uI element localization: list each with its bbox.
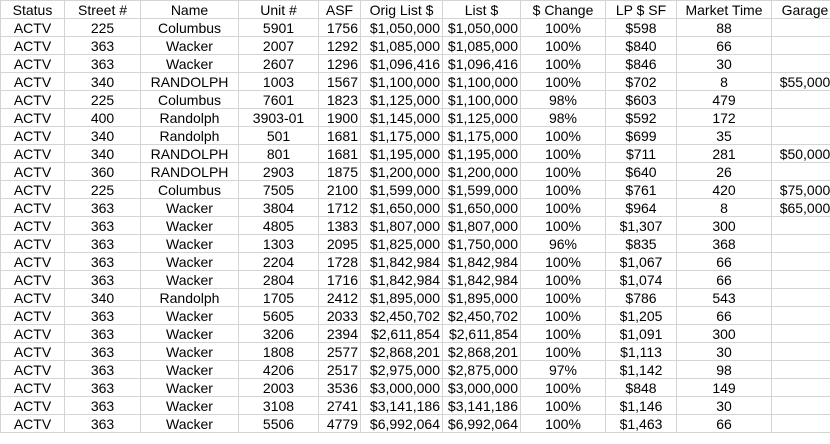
cell-garage[interactable] — [772, 127, 830, 145]
cell-orig-list-price[interactable]: $1,050,000 — [361, 19, 443, 37]
cell-status[interactable]: ACTV — [1, 55, 65, 73]
cell-asf[interactable]: 2741 — [319, 397, 361, 415]
table-row — [1, 397, 830, 415]
cell-status[interactable]: ACTV — [1, 181, 65, 199]
cell-price-change[interactable]: 100% — [521, 37, 606, 55]
cell-name[interactable]: Wacker — [141, 55, 239, 73]
cell-lp-per-sf[interactable]: $761 — [606, 181, 677, 199]
cell-market-time[interactable]: 172 — [677, 109, 772, 127]
cell-name[interactable]: Wacker — [141, 235, 239, 253]
cell-asf[interactable]: 1296 — [319, 55, 361, 73]
header-list-price[interactable]: List $ — [443, 1, 521, 19]
cell-orig-list-price[interactable]: $1,085,000 — [361, 37, 443, 55]
cell-name[interactable]: RANDOLPH — [141, 163, 239, 181]
cell-status[interactable]: ACTV — [1, 235, 65, 253]
cell-price-change[interactable]: 100% — [521, 397, 606, 415]
cell-orig-list-price[interactable]: $3,000,000 — [361, 379, 443, 397]
table-row — [1, 217, 830, 235]
cell-unit-number[interactable]: 4206 — [239, 361, 319, 379]
table-row — [1, 145, 830, 163]
table-row — [1, 379, 830, 397]
table-row — [1, 199, 830, 217]
cell-lp-per-sf[interactable]: $840 — [606, 37, 677, 55]
cell-name[interactable]: Wacker — [141, 343, 239, 361]
cell-list-price[interactable]: $1,650,000 — [443, 199, 521, 217]
cell-market-time[interactable]: 98 — [677, 361, 772, 379]
cell-market-time[interactable]: 300 — [677, 217, 772, 235]
cell-orig-list-price[interactable]: $1,599,000 — [361, 181, 443, 199]
cell-street-number[interactable]: 363 — [65, 415, 141, 433]
cell-unit-number[interactable]: 3108 — [239, 397, 319, 415]
cell-asf[interactable]: 2033 — [319, 307, 361, 325]
cell-unit-number[interactable]: 3903-01 — [239, 109, 319, 127]
cell-orig-list-price[interactable]: $1,650,000 — [361, 199, 443, 217]
cell-list-price[interactable]: $1,842,984 — [443, 271, 521, 289]
cell-name[interactable]: Wacker — [141, 415, 239, 433]
cell-asf[interactable]: 1292 — [319, 37, 361, 55]
cell-name[interactable]: Wacker — [141, 379, 239, 397]
cell-lp-per-sf[interactable]: $1,205 — [606, 307, 677, 325]
header-garage[interactable]: Garage — [772, 1, 830, 19]
cell-name[interactable]: Wacker — [141, 361, 239, 379]
cell-street-number[interactable]: 363 — [65, 271, 141, 289]
cell-unit-number[interactable]: 2003 — [239, 379, 319, 397]
cell-lp-per-sf[interactable]: $1,146 — [606, 397, 677, 415]
cell-lp-per-sf[interactable]: $848 — [606, 379, 677, 397]
cell-unit-number[interactable]: 1808 — [239, 343, 319, 361]
cell-status[interactable]: ACTV — [1, 379, 65, 397]
cell-name[interactable]: Wacker — [141, 397, 239, 415]
cell-status[interactable]: ACTV — [1, 253, 65, 271]
cell-price-change[interactable]: 100% — [521, 127, 606, 145]
cell-market-time[interactable]: 88 — [677, 19, 772, 37]
cell-list-price[interactable]: $1,807,000 — [443, 217, 521, 235]
cell-status[interactable]: ACTV — [1, 325, 65, 343]
cell-lp-per-sf[interactable]: $702 — [606, 73, 677, 91]
cell-asf[interactable]: 1716 — [319, 271, 361, 289]
cell-asf[interactable]: 1681 — [319, 127, 361, 145]
cell-asf[interactable]: 1681 — [319, 145, 361, 163]
table-row — [1, 271, 830, 289]
cell-price-change[interactable]: 98% — [521, 109, 606, 127]
cell-garage[interactable] — [772, 397, 830, 415]
cell-unit-number[interactable]: 1303 — [239, 235, 319, 253]
cell-orig-list-price[interactable]: $2,868,201 — [361, 343, 443, 361]
cell-price-change[interactable]: 97% — [521, 361, 606, 379]
cell-orig-list-price[interactable]: $1,842,984 — [361, 253, 443, 271]
cell-street-number[interactable]: 363 — [65, 325, 141, 343]
cell-name[interactable]: Wacker — [141, 199, 239, 217]
cell-lp-per-sf[interactable]: $603 — [606, 91, 677, 109]
cell-street-number[interactable]: 360 — [65, 163, 141, 181]
cell-name[interactable]: Wacker — [141, 325, 239, 343]
cell-street-number[interactable]: 340 — [65, 145, 141, 163]
cell-garage[interactable] — [772, 343, 830, 361]
cell-name[interactable]: Wacker — [141, 307, 239, 325]
cell-name[interactable]: Columbus — [141, 91, 239, 109]
cell-lp-per-sf[interactable]: $1,113 — [606, 343, 677, 361]
cell-list-price[interactable]: $1,200,000 — [443, 163, 521, 181]
cell-list-price[interactable]: $1,842,984 — [443, 253, 521, 271]
cell-list-price[interactable]: $2,875,000 — [443, 361, 521, 379]
cell-unit-number[interactable]: 801 — [239, 145, 319, 163]
cell-unit-number[interactable]: 2804 — [239, 271, 319, 289]
header-unit-number[interactable]: Unit # — [239, 1, 319, 19]
cell-street-number[interactable]: 400 — [65, 109, 141, 127]
cell-asf[interactable]: 2095 — [319, 235, 361, 253]
cell-asf[interactable]: 2412 — [319, 289, 361, 307]
cell-price-change[interactable]: 100% — [521, 199, 606, 217]
cell-name[interactable]: Wacker — [141, 37, 239, 55]
cell-orig-list-price[interactable]: $2,975,000 — [361, 361, 443, 379]
cell-list-price[interactable]: $2,611,854 — [443, 325, 521, 343]
cell-garage[interactable] — [772, 253, 830, 271]
cell-market-time[interactable]: 300 — [677, 325, 772, 343]
cell-price-change[interactable]: 100% — [521, 217, 606, 235]
cell-asf[interactable]: 2517 — [319, 361, 361, 379]
cell-garage[interactable] — [772, 415, 830, 433]
cell-market-time[interactable]: 66 — [677, 37, 772, 55]
cell-market-time[interactable]: 35 — [677, 127, 772, 145]
table-row — [1, 235, 830, 253]
cell-street-number[interactable]: 225 — [65, 19, 141, 37]
cell-name[interactable]: RANDOLPH — [141, 145, 239, 163]
cell-lp-per-sf[interactable]: $1,142 — [606, 361, 677, 379]
cell-market-time[interactable]: 66 — [677, 307, 772, 325]
cell-status[interactable]: ACTV — [1, 217, 65, 235]
cell-orig-list-price[interactable]: $1,145,000 — [361, 109, 443, 127]
cell-unit-number[interactable]: 4805 — [239, 217, 319, 235]
cell-garage[interactable] — [772, 307, 830, 325]
cell-asf[interactable]: 1567 — [319, 73, 361, 91]
cell-street-number[interactable]: 363 — [65, 55, 141, 73]
cell-market-time[interactable]: 66 — [677, 415, 772, 433]
table-row — [1, 37, 830, 55]
cell-street-number[interactable]: 363 — [65, 379, 141, 397]
cell-garage[interactable] — [772, 271, 830, 289]
table-row — [1, 253, 830, 271]
cell-unit-number[interactable]: 501 — [239, 127, 319, 145]
cell-unit-number[interactable]: 1705 — [239, 289, 319, 307]
cell-lp-per-sf[interactable]: $640 — [606, 163, 677, 181]
cell-name[interactable]: Randolph — [141, 109, 239, 127]
cell-list-price[interactable]: $1,100,000 — [443, 91, 521, 109]
cell-unit-number[interactable]: 2903 — [239, 163, 319, 181]
table-row — [1, 91, 830, 109]
cell-status[interactable]: ACTV — [1, 307, 65, 325]
cell-orig-list-price[interactable]: $1,807,000 — [361, 217, 443, 235]
cell-lp-per-sf[interactable]: $598 — [606, 19, 677, 37]
cell-name[interactable]: Columbus — [141, 181, 239, 199]
cell-unit-number[interactable]: 2607 — [239, 55, 319, 73]
table-row — [1, 415, 830, 433]
cell-street-number[interactable]: 363 — [65, 361, 141, 379]
cell-orig-list-price[interactable]: $1,096,416 — [361, 55, 443, 73]
header-street-number[interactable]: Street # — [65, 1, 141, 19]
cell-price-change[interactable]: 96% — [521, 235, 606, 253]
cell-asf[interactable]: 1756 — [319, 19, 361, 37]
cell-asf[interactable]: 1383 — [319, 217, 361, 235]
cell-orig-list-price[interactable]: $6,992,064 — [361, 415, 443, 433]
cell-asf[interactable]: 1728 — [319, 253, 361, 271]
cell-garage[interactable] — [772, 361, 830, 379]
cell-name[interactable]: Columbus — [141, 19, 239, 37]
cell-asf[interactable]: 1823 — [319, 91, 361, 109]
table-row — [1, 289, 830, 307]
cell-list-price[interactable]: $2,868,201 — [443, 343, 521, 361]
cell-list-price[interactable]: $1,895,000 — [443, 289, 521, 307]
cell-market-time[interactable]: 66 — [677, 271, 772, 289]
cell-status[interactable]: ACTV — [1, 289, 65, 307]
cell-price-change[interactable]: 100% — [521, 271, 606, 289]
cell-orig-list-price[interactable]: $2,611,854 — [361, 325, 443, 343]
cell-status[interactable]: ACTV — [1, 361, 65, 379]
cell-orig-list-price[interactable]: $1,895,000 — [361, 289, 443, 307]
table-row — [1, 127, 830, 145]
cell-lp-per-sf[interactable]: $711 — [606, 145, 677, 163]
cell-name[interactable]: Randolph — [141, 289, 239, 307]
cell-unit-number[interactable]: 7601 — [239, 91, 319, 109]
cell-lp-per-sf[interactable]: $835 — [606, 235, 677, 253]
table-row — [1, 361, 830, 379]
cell-orig-list-price[interactable]: $1,842,984 — [361, 271, 443, 289]
cell-price-change[interactable]: 100% — [521, 181, 606, 199]
cell-orig-list-price[interactable]: $3,141,186 — [361, 397, 443, 415]
cell-garage[interactable] — [772, 37, 830, 55]
header-lp-per-sf[interactable]: LP $ SF — [606, 1, 677, 19]
cell-market-time[interactable]: 368 — [677, 235, 772, 253]
cell-street-number[interactable]: 363 — [65, 253, 141, 271]
cell-status[interactable]: ACTV — [1, 109, 65, 127]
cell-garage[interactable] — [772, 235, 830, 253]
cell-unit-number[interactable]: 2204 — [239, 253, 319, 271]
cell-market-time[interactable]: 8 — [677, 199, 772, 217]
cell-garage[interactable] — [772, 289, 830, 307]
cell-price-change[interactable]: 100% — [521, 343, 606, 361]
cell-market-time[interactable]: 479 — [677, 91, 772, 109]
cell-garage[interactable] — [772, 19, 830, 37]
header-row — [1, 1, 830, 19]
cell-price-change[interactable]: 100% — [521, 415, 606, 433]
cell-garage[interactable] — [772, 109, 830, 127]
cell-price-change[interactable]: 100% — [521, 307, 606, 325]
cell-unit-number[interactable]: 5901 — [239, 19, 319, 37]
cell-status[interactable]: ACTV — [1, 343, 65, 361]
cell-list-price[interactable]: $1,096,416 — [443, 55, 521, 73]
table-row — [1, 307, 830, 325]
table-row — [1, 109, 830, 127]
cell-unit-number[interactable]: 5605 — [239, 307, 319, 325]
cell-status[interactable]: ACTV — [1, 37, 65, 55]
cell-name[interactable]: RANDOLPH — [141, 73, 239, 91]
cell-lp-per-sf[interactable]: $1,307 — [606, 217, 677, 235]
cell-orig-list-price[interactable]: $1,175,000 — [361, 127, 443, 145]
header-price-change[interactable]: $ Change — [521, 1, 606, 19]
cell-unit-number[interactable]: 2007 — [239, 37, 319, 55]
cell-status[interactable]: ACTV — [1, 145, 65, 163]
cell-market-time[interactable]: 281 — [677, 145, 772, 163]
cell-price-change[interactable]: 100% — [521, 163, 606, 181]
cell-garage[interactable]: $75,000 — [772, 181, 830, 199]
cell-price-change[interactable]: 100% — [521, 145, 606, 163]
cell-garage[interactable] — [772, 217, 830, 235]
cell-price-change[interactable]: 100% — [521, 253, 606, 271]
cell-asf[interactable]: 1875 — [319, 163, 361, 181]
cell-garage[interactable]: $65,000 — [772, 199, 830, 217]
cell-street-number[interactable]: 340 — [65, 127, 141, 145]
cell-street-number[interactable]: 363 — [65, 37, 141, 55]
cell-list-price[interactable]: $1,085,000 — [443, 37, 521, 55]
header-status[interactable]: Status — [1, 1, 65, 19]
cell-asf[interactable]: 4779 — [319, 415, 361, 433]
cell-street-number[interactable]: 225 — [65, 181, 141, 199]
cell-price-change[interactable]: 100% — [521, 73, 606, 91]
cell-market-time[interactable]: 66 — [677, 253, 772, 271]
cell-status[interactable]: ACTV — [1, 199, 65, 217]
cell-status[interactable]: ACTV — [1, 415, 65, 433]
cell-market-time[interactable]: 30 — [677, 343, 772, 361]
cell-status[interactable]: ACTV — [1, 91, 65, 109]
cell-asf[interactable]: 1712 — [319, 199, 361, 217]
cell-street-number[interactable]: 363 — [65, 397, 141, 415]
cell-status[interactable]: ACTV — [1, 163, 65, 181]
cell-orig-list-price[interactable]: $1,825,000 — [361, 235, 443, 253]
cell-price-change[interactable]: 100% — [521, 325, 606, 343]
cell-name[interactable]: Wacker — [141, 253, 239, 271]
cell-market-time[interactable]: 30 — [677, 55, 772, 73]
cell-orig-list-price[interactable]: $1,100,000 — [361, 73, 443, 91]
cell-unit-number[interactable]: 7505 — [239, 181, 319, 199]
cell-price-change[interactable]: 100% — [521, 289, 606, 307]
cell-market-time[interactable]: 26 — [677, 163, 772, 181]
cell-market-time[interactable]: 149 — [677, 379, 772, 397]
cell-unit-number[interactable]: 5506 — [239, 415, 319, 433]
table-row — [1, 19, 830, 37]
cell-unit-number[interactable]: 3206 — [239, 325, 319, 343]
cell-list-price[interactable]: $1,050,000 — [443, 19, 521, 37]
cell-asf[interactable]: 2100 — [319, 181, 361, 199]
cell-lp-per-sf[interactable]: $846 — [606, 55, 677, 73]
cell-price-change[interactable]: 100% — [521, 55, 606, 73]
cell-garage[interactable] — [772, 55, 830, 73]
table-row — [1, 55, 830, 73]
cell-price-change[interactable]: 100% — [521, 19, 606, 37]
cell-status[interactable]: ACTV — [1, 73, 65, 91]
cell-garage[interactable] — [772, 91, 830, 109]
cell-asf[interactable]: 2577 — [319, 343, 361, 361]
cell-asf[interactable]: 2394 — [319, 325, 361, 343]
cell-status[interactable]: ACTV — [1, 271, 65, 289]
cell-status[interactable]: ACTV — [1, 397, 65, 415]
cell-market-time[interactable]: 420 — [677, 181, 772, 199]
cell-list-price[interactable]: $1,125,000 — [443, 109, 521, 127]
cell-list-price[interactable]: $6,992,064 — [443, 415, 521, 433]
cell-list-price[interactable]: $1,195,000 — [443, 145, 521, 163]
cell-garage[interactable] — [772, 325, 830, 343]
cell-price-change[interactable]: 98% — [521, 91, 606, 109]
cell-lp-per-sf[interactable]: $1,091 — [606, 325, 677, 343]
cell-list-price[interactable]: $3,000,000 — [443, 379, 521, 397]
header-orig-list-price[interactable]: Orig List $ — [361, 1, 443, 19]
cell-list-price[interactable]: $2,450,702 — [443, 307, 521, 325]
cell-status[interactable]: ACTV — [1, 19, 65, 37]
cell-street-number[interactable]: 340 — [65, 73, 141, 91]
cell-lp-per-sf[interactable]: $1,067 — [606, 253, 677, 271]
cell-garage[interactable]: $55,000 — [772, 73, 830, 91]
header-name[interactable]: Name — [141, 1, 239, 19]
cell-list-price[interactable]: $1,100,000 — [443, 73, 521, 91]
cell-lp-per-sf[interactable]: $964 — [606, 199, 677, 217]
cell-unit-number[interactable]: 1003 — [239, 73, 319, 91]
cell-market-time[interactable]: 543 — [677, 289, 772, 307]
cell-street-number[interactable]: 363 — [65, 307, 141, 325]
cell-garage[interactable] — [772, 379, 830, 397]
cell-market-time[interactable]: 8 — [677, 73, 772, 91]
header-asf[interactable]: ASF — [319, 1, 361, 19]
cell-street-number[interactable]: 363 — [65, 343, 141, 361]
cell-garage[interactable]: $50,000 — [772, 145, 830, 163]
cell-lp-per-sf[interactable]: $592 — [606, 109, 677, 127]
cell-status[interactable]: ACTV — [1, 127, 65, 145]
table-row — [1, 73, 830, 91]
cell-list-price[interactable]: $1,750,000 — [443, 235, 521, 253]
cell-orig-list-price[interactable]: $2,450,702 — [361, 307, 443, 325]
cell-street-number[interactable]: 363 — [65, 199, 141, 217]
cell-asf[interactable]: 3536 — [319, 379, 361, 397]
cell-street-number[interactable]: 363 — [65, 217, 141, 235]
cell-list-price[interactable]: $1,599,000 — [443, 181, 521, 199]
cell-orig-list-price[interactable]: $1,125,000 — [361, 91, 443, 109]
cell-asf[interactable]: 1900 — [319, 109, 361, 127]
cell-lp-per-sf[interactable]: $786 — [606, 289, 677, 307]
cell-street-number[interactable]: 225 — [65, 91, 141, 109]
table-row — [1, 325, 830, 343]
cell-lp-per-sf[interactable]: $1,074 — [606, 271, 677, 289]
cell-orig-list-price[interactable]: $1,195,000 — [361, 145, 443, 163]
table-body — [1, 19, 830, 433]
cell-name[interactable]: Wacker — [141, 271, 239, 289]
cell-price-change[interactable]: 100% — [521, 379, 606, 397]
cell-market-time[interactable]: 30 — [677, 397, 772, 415]
table-row — [1, 343, 830, 361]
cell-orig-list-price[interactable]: $1,200,000 — [361, 163, 443, 181]
cell-name[interactable]: Randolph — [141, 127, 239, 145]
cell-garage[interactable] — [772, 163, 830, 181]
cell-street-number[interactable]: 340 — [65, 289, 141, 307]
cell-lp-per-sf[interactable]: $699 — [606, 127, 677, 145]
cell-lp-per-sf[interactable]: $1,463 — [606, 415, 677, 433]
cell-street-number[interactable]: 363 — [65, 235, 141, 253]
table-row — [1, 181, 830, 199]
cell-name[interactable]: Wacker — [141, 217, 239, 235]
table-row — [1, 163, 830, 181]
header-market-time[interactable]: Market Time — [677, 1, 772, 19]
cell-list-price[interactable]: $3,141,186 — [443, 397, 521, 415]
cell-unit-number[interactable]: 3804 — [239, 199, 319, 217]
cell-list-price[interactable]: $1,175,000 — [443, 127, 521, 145]
